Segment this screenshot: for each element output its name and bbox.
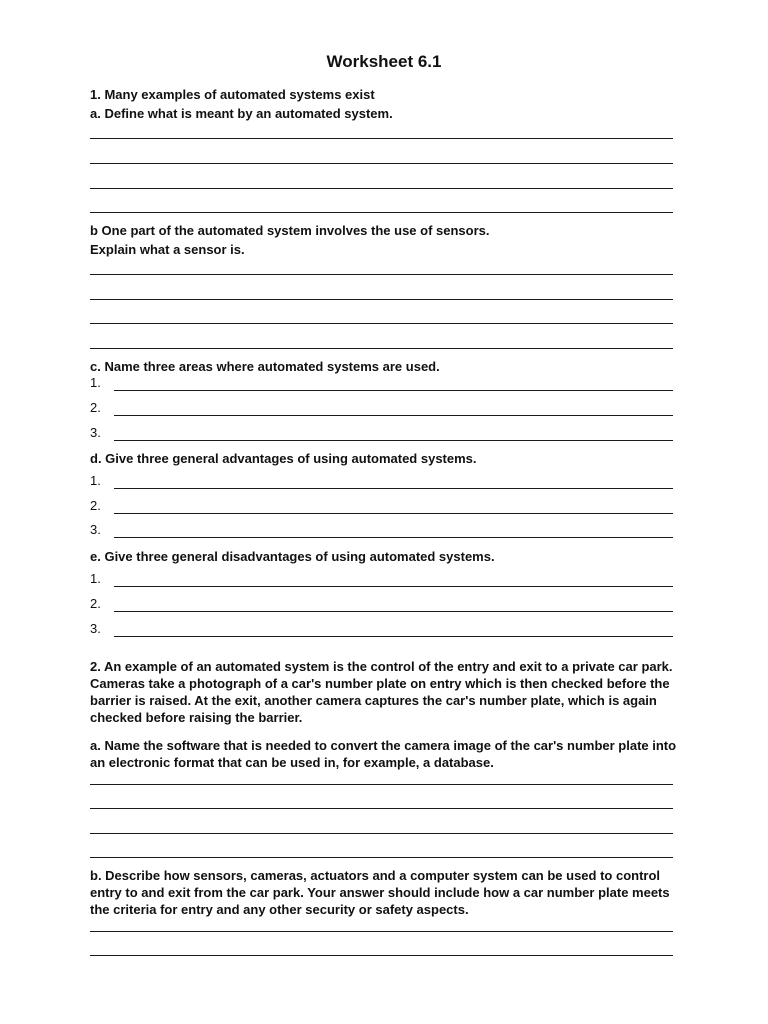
item-number: 2. bbox=[90, 498, 101, 513]
answer-line[interactable] bbox=[114, 440, 673, 441]
item-number: 1. bbox=[90, 473, 101, 488]
answer-line[interactable] bbox=[114, 537, 673, 538]
question-1e: e. Give three general disadvantages of using automated systems. bbox=[90, 549, 495, 564]
item-number: 1. bbox=[90, 375, 101, 390]
item-number: 1. bbox=[90, 571, 101, 586]
answer-line[interactable] bbox=[90, 857, 673, 858]
question-1b: b One part of the automated system involves the use of sensors. bbox=[90, 223, 490, 238]
question-2-intro: 2. An example of an automated system is the control of the entry and exit to a private car park. Cameras take a photograph of a car's number plate on entry which is then checked before the barrier is raised. At the exit, another camera captures the car's number plate, which is again checked before raising the barrier. bbox=[90, 659, 673, 725]
answer-line[interactable] bbox=[114, 390, 673, 391]
answer-line[interactable] bbox=[90, 188, 673, 189]
question-1c: c. Name three areas where automated systems are used. bbox=[90, 359, 440, 374]
question-1-intro: 1. Many examples of automated systems exist bbox=[90, 87, 375, 102]
question-1b-continued: Explain what a sensor is. bbox=[90, 242, 245, 257]
question-1a: a. Define what is meant by an automated system. bbox=[90, 106, 393, 121]
answer-line[interactable] bbox=[114, 415, 673, 416]
answer-line[interactable] bbox=[90, 808, 673, 809]
answer-line[interactable] bbox=[114, 586, 673, 587]
answer-line[interactable] bbox=[90, 931, 673, 932]
answer-line[interactable] bbox=[90, 138, 673, 139]
question-2b: b. Describe how sensors, cameras, actuators and a computer system can be used to control entry to and exit from the car park. Your answer should include how a car number plate meets the criteria for entry and any other security or safety aspects. bbox=[90, 868, 670, 917]
answer-line[interactable] bbox=[90, 955, 673, 956]
item-number: 2. bbox=[90, 596, 101, 611]
answer-line[interactable] bbox=[90, 163, 673, 164]
answer-line[interactable] bbox=[114, 611, 673, 612]
answer-line[interactable] bbox=[90, 348, 673, 349]
answer-line[interactable] bbox=[114, 636, 673, 637]
answer-line[interactable] bbox=[90, 833, 673, 834]
answer-line[interactable] bbox=[114, 513, 673, 514]
question-2a: a. Name the software that is needed to convert the camera image of the car's number plate into an electronic format that can be used in, for example, a database. bbox=[90, 738, 677, 770]
answer-line[interactable] bbox=[90, 274, 673, 275]
item-number: 2. bbox=[90, 400, 101, 415]
worksheet-title: Worksheet 6.1 bbox=[326, 52, 442, 71]
item-number: 3. bbox=[90, 522, 101, 537]
item-number: 3. bbox=[90, 621, 101, 636]
answer-line[interactable] bbox=[114, 488, 673, 489]
answer-line[interactable] bbox=[90, 323, 673, 324]
question-1d: d. Give three general advantages of using automated systems. bbox=[90, 451, 477, 466]
answer-line[interactable] bbox=[90, 212, 673, 213]
answer-line[interactable] bbox=[90, 784, 673, 785]
answer-line[interactable] bbox=[90, 299, 673, 300]
item-number: 3. bbox=[90, 425, 101, 440]
